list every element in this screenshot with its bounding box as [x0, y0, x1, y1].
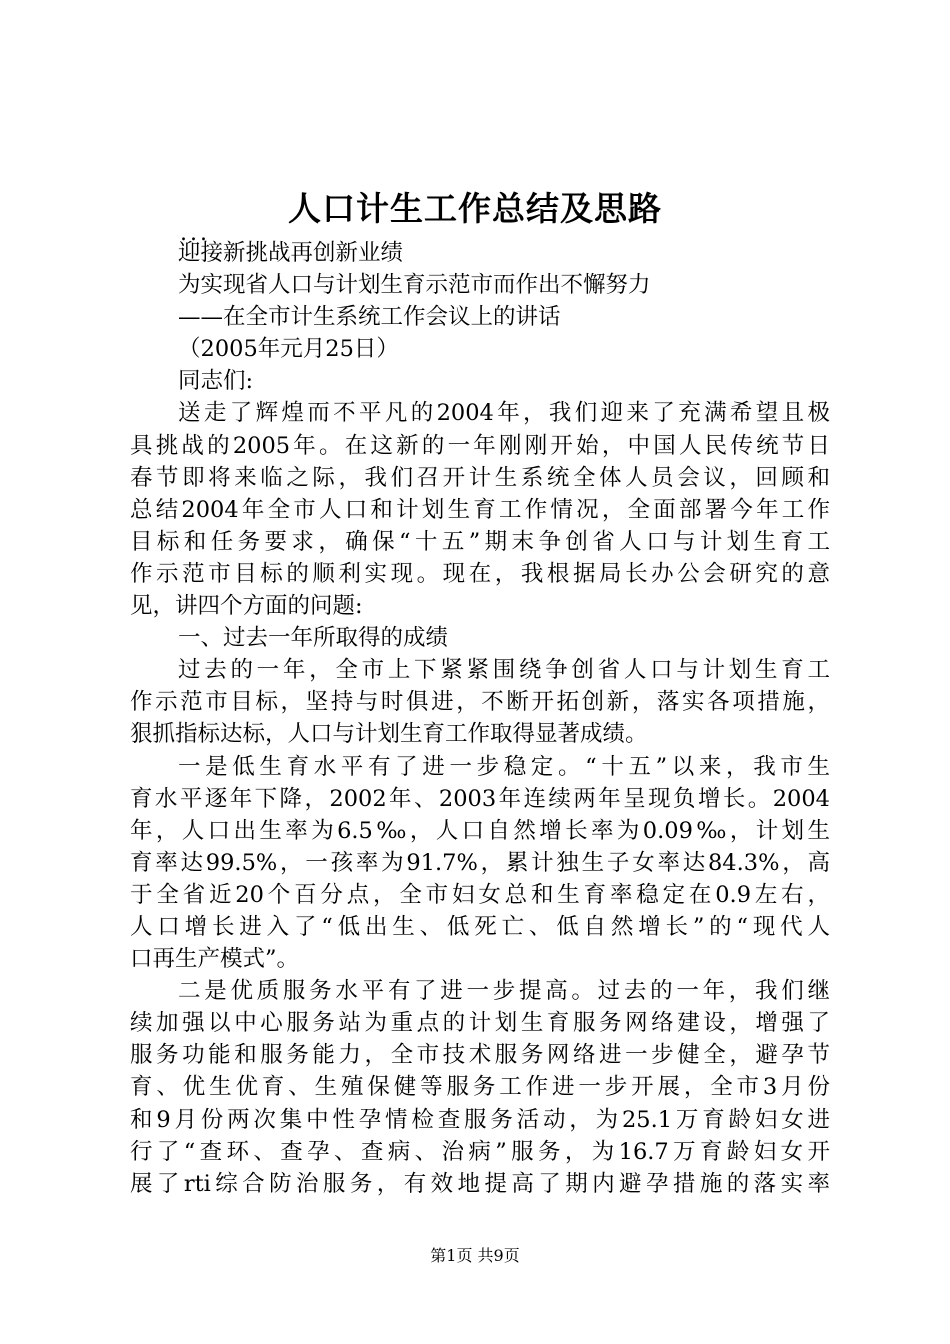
text-line: 为实现省人口与计划生育示范市而作出不懈努力: [178, 272, 651, 299]
text-line: 作示范市目标的顺利实现。现在，我根据局长办公会研究的意: [130, 560, 830, 587]
text-line: 育率达99.5%，一孩率为91.7%，累计独生子女率达84.3%，高: [130, 849, 830, 876]
text-line: 春节即将来临之际，我们召开计生系统全体人员会议，回顾和: [130, 464, 830, 491]
text-line: 二是优质服务水平有了进一步提高。过去的一年，我们继: [178, 978, 830, 1005]
page-title: 人口计生工作总结及思路: [288, 189, 662, 228]
text-line: 续加强以中心服务站为重点的计划生育服务网络建设，增强了: [130, 1010, 830, 1037]
page-footer: 第1页 共9页: [430, 1246, 520, 1265]
ellipsis-mark: ...: [180, 221, 210, 246]
text-line: 展了rti综合防治服务，有效地提高了期内避孕措施的落实率: [130, 1170, 830, 1197]
text-line: 口再生产模式”。: [130, 946, 300, 973]
text-line: ——在全市计生系统工作会议上的讲话: [178, 304, 561, 331]
document-body: [130, 237, 830, 1200]
text-line: 总结2004年全市人口和计划生育工作情况，全面部署今年工作: [130, 496, 830, 523]
text-line: 年，人口出生率为6.5‰，人口自然增长率为0.09‰，计划生: [130, 817, 830, 844]
text-line: 一、过去一年所取得的成绩: [178, 625, 449, 652]
text-line: 一是低生育水平有了进一步稳定。“十五”以来，我市生: [178, 753, 830, 780]
text-line: 迎接新挑战再创新业绩: [178, 240, 404, 266]
text-line: 作示范市目标，坚持与时俱进，不断开拓创新，落实各项措施，: [130, 689, 830, 716]
text-line: 过去的一年，全市上下紧紧围绕争创省人口与计划生育工: [178, 657, 830, 684]
text-line: 见，讲四个方面的问题:: [130, 593, 363, 620]
text-line: 和9月份两次集中性孕情检查服务活动，为25.1万育龄妇女进: [130, 1106, 830, 1133]
text-line: 育、优生优育、生殖保健等服务工作进一步开展，全市3月份: [130, 1074, 830, 1101]
text-line: 狠抓指标达标，人口与计划生育工作取得显著成绩。: [130, 721, 648, 748]
text-line: 服务功能和服务能力，全市技术服务网络进一步健全，避孕节: [130, 1042, 830, 1069]
text-line: 于全省近20个百分点，全市妇女总和生育率稳定在0.9左右，: [130, 881, 830, 908]
text-line: 同志们:: [178, 368, 254, 395]
text-line: 目标和任务要求，确保“十五”期末争创省人口与计划生育工: [130, 528, 830, 555]
text-line: 送走了辉煌而不平凡的2004年，我们迎来了充满希望且极: [178, 400, 830, 427]
text-line: （2005年元月25日）: [178, 336, 399, 363]
text-line: 行了“查环、查孕、查病、治病”服务，为16.7万育龄妇女开: [130, 1138, 830, 1165]
text-line: 具挑战的2005年。在这新的一年刚刚开始，中国人民传统节日: [130, 432, 830, 459]
text-line: 育水平逐年下降，2002年、2003年连续两年呈现负增长。2004: [130, 785, 830, 812]
text-line: 人口增长进入了“低出生、低死亡、低自然增长”的“现代人: [130, 913, 830, 940]
